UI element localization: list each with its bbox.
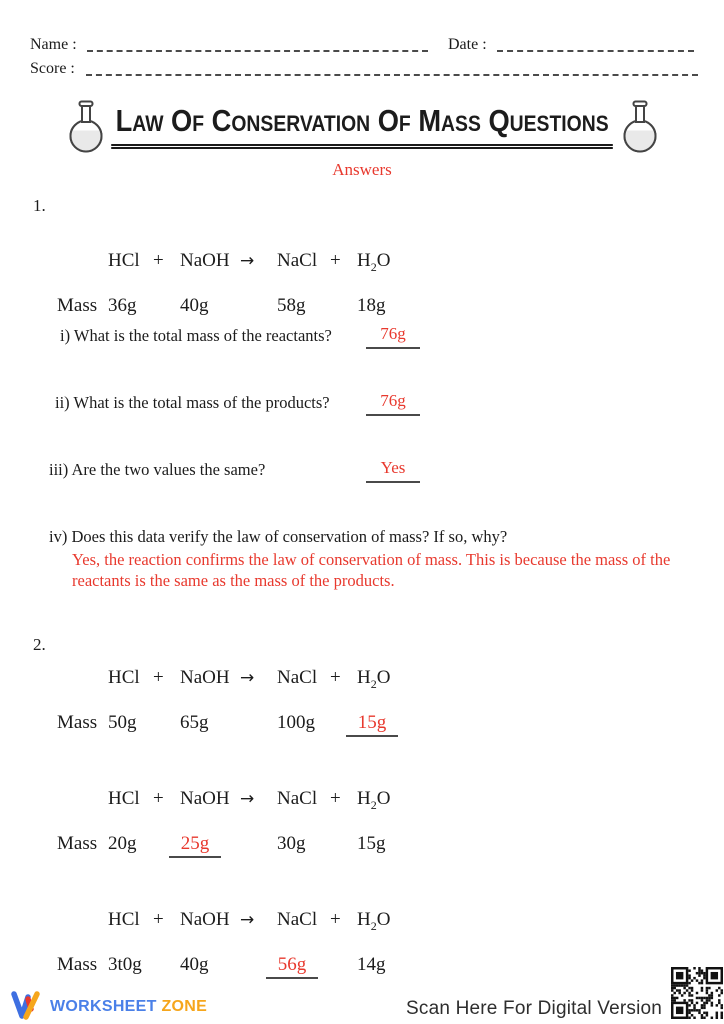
mass-value: 58g (277, 294, 306, 316)
worksheet-zone-wordmark: WORKSHEET ZONE (50, 998, 208, 1015)
answer-blank-1i: 76g (366, 324, 420, 349)
score-label: Score : (30, 60, 75, 77)
product-h2o: $H_2O$ (357, 667, 391, 691)
product-h2o: $H_2O$ (357, 909, 391, 933)
question-1iv-label: iv) Does this data verify the law of conservation of mass? If so, why? (49, 527, 508, 546)
reaction-arrow-icon: → (240, 910, 255, 930)
mass-answer-blank: 56g (266, 954, 318, 979)
reaction-table-1 (57, 250, 420, 317)
reactant-naoh: NaOH (180, 788, 230, 809)
plus-sign: + (153, 909, 164, 930)
scan-here-label: Scan Here For Digital Version (406, 998, 663, 1019)
product-nacl: NaCl (277, 909, 318, 930)
plus-sign: + (153, 788, 164, 809)
mass-value: 14g (357, 953, 386, 975)
mass-answer-blank: 25g (169, 833, 221, 858)
answers-heading: Answers (332, 160, 392, 179)
mass-value: 40g (180, 953, 209, 975)
reactant-naoh: NaOH (180, 667, 230, 688)
reaction-arrow-icon: → (240, 789, 255, 809)
mass-answer-blank: 15g (346, 712, 398, 737)
mass-row-label: Mass (57, 294, 98, 316)
reaction-table-3 (57, 788, 420, 858)
answer-blank-1ii: 76g (366, 391, 420, 416)
question-2-number: 2. (33, 635, 46, 654)
score-field-line (86, 60, 698, 76)
question-1iii-label: iii) Are the two values the same? (49, 460, 266, 479)
mass-row-label: Mass (57, 953, 98, 975)
mass-value: 40g (180, 294, 209, 316)
mass-value: 15g (357, 832, 386, 854)
date-field-line (497, 36, 694, 52)
mass-value: 65g (180, 711, 209, 733)
name-label: Name : (30, 36, 77, 53)
reaction-table-4 (57, 909, 420, 979)
mass-row-label: Mass (57, 832, 98, 854)
mass-value: 36g (108, 294, 137, 316)
mass-row-label: Mass (57, 711, 98, 733)
plus-sign: + (330, 909, 341, 930)
title-band (0, 104, 724, 149)
product-nacl: NaCl (277, 667, 318, 688)
plus-sign: + (330, 788, 341, 809)
reactant-hcl: HCl (108, 788, 140, 809)
plus-sign: + (330, 250, 341, 271)
plus-sign: + (153, 250, 164, 271)
question-1ii-label: ii) What is the total mass of the products? (55, 393, 330, 412)
reactant-naoh: NaOH (180, 250, 230, 271)
question-1-number: 1. (33, 196, 46, 215)
reactant-hcl: HCl (108, 667, 140, 688)
product-nacl: NaCl (277, 250, 318, 271)
mass-value: 3t0g (108, 953, 142, 975)
mass-value: 50g (108, 711, 137, 733)
mass-value: 20g (108, 832, 137, 854)
mass-value: 100g (277, 711, 315, 733)
name-field-line (87, 36, 428, 52)
worksheet-zone-logo-mark (11, 990, 45, 1024)
reaction-arrow-icon: → (240, 668, 255, 688)
page-title: Law Of Conservation Of Mass Questions (111, 104, 613, 149)
answer-blank-1iii: Yes (366, 458, 420, 483)
date-label: Date : (448, 36, 487, 53)
product-h2o: $H_2O$ (357, 788, 391, 812)
reaction-arrow-icon: → (240, 251, 255, 271)
reactant-naoh: NaOH (180, 909, 230, 930)
reactant-hcl: HCl (108, 250, 140, 271)
product-nacl: NaCl (277, 788, 318, 809)
reaction-table-2 (57, 667, 420, 737)
question-1i-label: i) What is the total mass of the reactants? (60, 326, 332, 345)
product-h2o: $H_2O$ (357, 250, 391, 274)
mass-value: 30g (277, 832, 306, 854)
plus-sign: + (330, 667, 341, 688)
qr-code-icon (671, 967, 723, 1024)
answer-text-1iv: Yes, the reaction confirms the law of conservation of mass. This is because the mass of the reactants is the same as the mass of the products. (72, 550, 671, 590)
mass-value: 18g (357, 294, 386, 316)
plus-sign: + (153, 667, 164, 688)
reactant-hcl: HCl (108, 909, 140, 930)
